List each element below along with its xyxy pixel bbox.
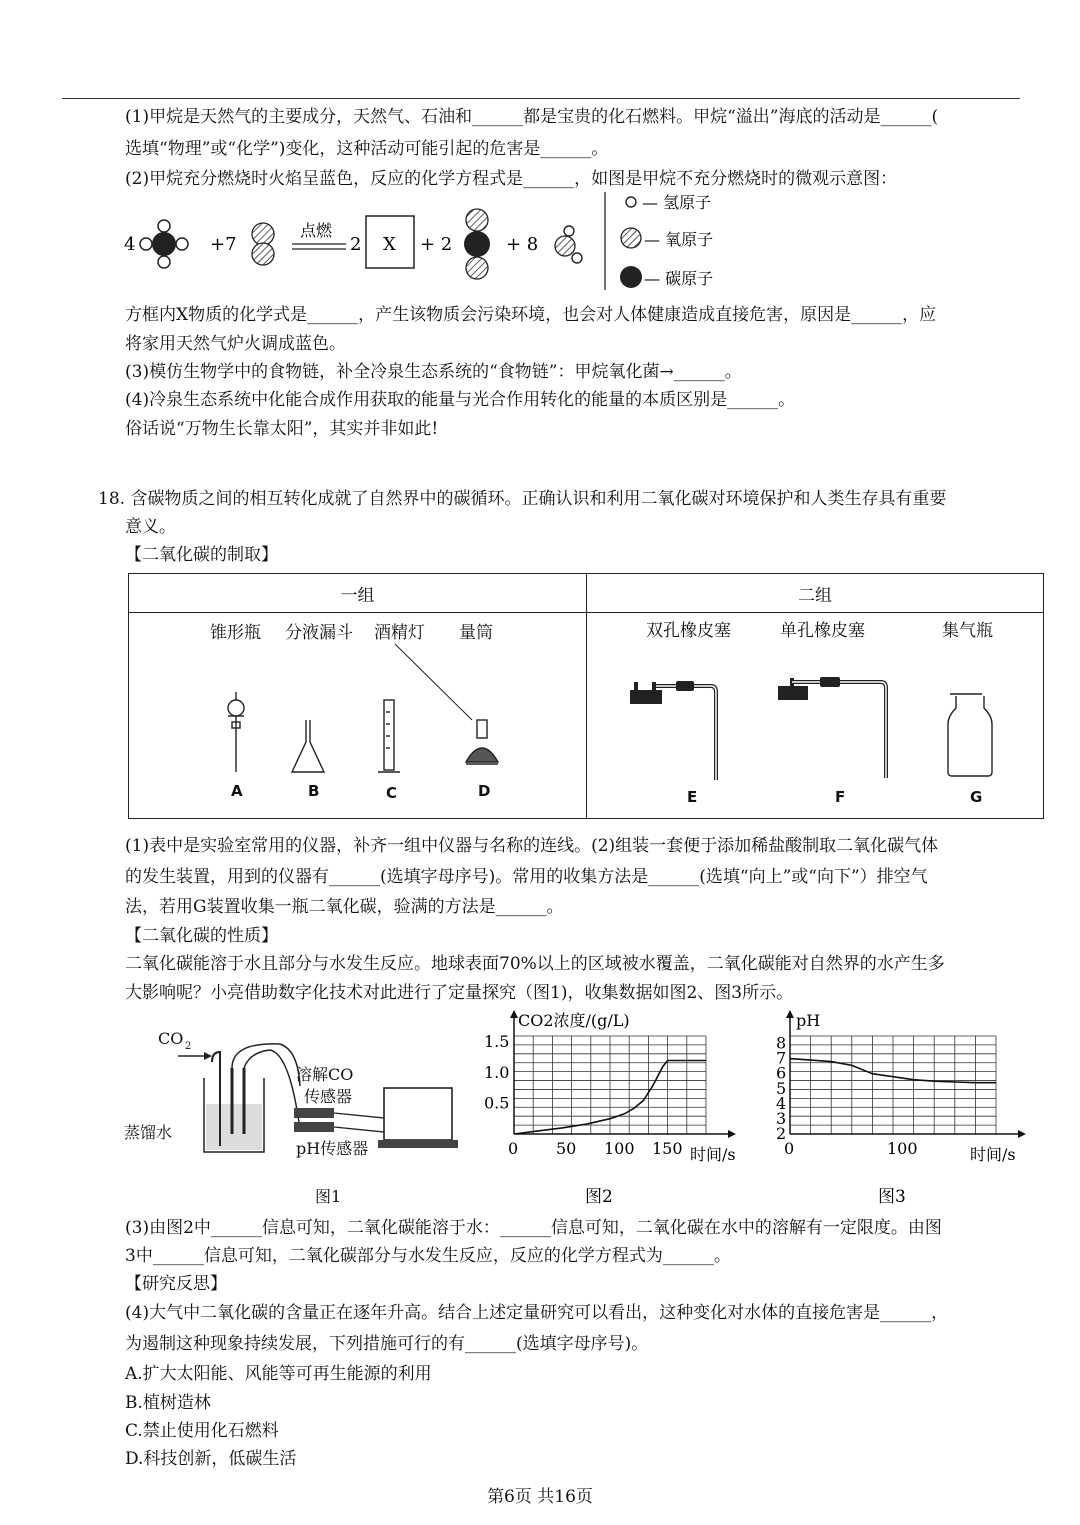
q18-intro-2: 意义。 [125, 517, 176, 537]
chart2-y-tick: 0.5 [484, 1093, 510, 1113]
alcohol-lamp-icon [466, 720, 498, 764]
letter-a: A [231, 782, 243, 800]
q17-line-2: 选填“物理”或“化学”)变化，这种活动可能引起的危害是______。 [125, 139, 609, 159]
name-flask: 锥形瓶 [210, 623, 261, 643]
chart2-ylabel: CO2浓度/(g/L) [518, 1011, 630, 1030]
letter-f: F [835, 788, 846, 806]
name-gas-jar: 集气瓶 [942, 621, 993, 641]
chart3-y-tick: 7 [776, 1048, 787, 1068]
chart2-x-arrow-icon [728, 1130, 736, 1138]
condition-label: 点燃 [300, 221, 333, 240]
chart3-y-tick: 2 [776, 1124, 787, 1143]
chart3-x-tick: 0 [784, 1139, 795, 1158]
oxygen-molecule [252, 223, 274, 265]
name-funnel: 分液漏斗 [285, 623, 353, 643]
chart2-x-tick: 150 [652, 1139, 683, 1158]
q18-text-4: 二氧化碳能溶于水且部分与水发生反应。地球表面70%以上的区域被水覆盖，二氧化碳能对自然界的水产生多 [125, 954, 945, 974]
co2-sub: 2 [185, 1041, 192, 1052]
q17-line-3: (2)甲烷充分燃烧时火焰呈蓝色，反应的化学方程式是______，如图是甲烷不充分燃烧时的微观示意图： [125, 169, 898, 189]
two-hole-stopper-icon [630, 681, 716, 780]
legend-h-icon [626, 197, 636, 207]
chart3-x-arrow-icon [1018, 1130, 1026, 1138]
chart3-y-tick: 5 [776, 1078, 787, 1098]
chart2-xlabel: 时间/s [690, 1145, 736, 1164]
chart2-x-tick: 100 [604, 1139, 635, 1158]
q18-intro-1: 18. 含碳物质之间的相互转化成就了自然界中的碳循环。正确认识和利用二氧化碳对环境保护和人类生存具有重要 [98, 489, 947, 509]
letter-g: G [970, 788, 983, 806]
section-reflection: 【研究反思】 [125, 1274, 227, 1294]
q18-text-8: (4)大气中二氧化碳的含量正在逐年升高。结合上述定量研究可以看出，这种变化对水体的直接危害是______， [125, 1303, 949, 1323]
q18-text-9: 为遏制这种现象持续发展，下列措施可行的有______(选填字母序号)。 [125, 1334, 649, 1354]
legend-h: — 氢原子 [642, 193, 712, 212]
name-lamp: 酒精灯 [374, 623, 425, 643]
one-hole-stopper-icon [778, 677, 886, 778]
q17-line-1: (1)甲烷是天然气的主要成分，天然气、石油和______都是宝贵的化石燃料。甲烷“溢出”海底的活动是______( [125, 107, 939, 127]
chart2-x-tick: 50 [556, 1139, 577, 1158]
coef-o2: +7 [210, 234, 237, 255]
figure-1-caption: 图1 [315, 1187, 342, 1206]
reaction-diagram [120, 188, 760, 298]
ph-sensor-label: pH传感器 [296, 1139, 369, 1158]
q18-text-5: 大影响呢？小亮借助数字化技术对此进行了定量探究（图1)，收集数据如图2、图3所示。 [125, 983, 794, 1003]
group2-header: 二组 [587, 574, 1044, 613]
q17-line-6: (3)模仿生物学中的食物链，补全冷泉生态系统的“食物链”：甲烷氧化菌→______。 [125, 362, 742, 382]
chart3-y-tick: 4 [776, 1093, 787, 1113]
graduated-cylinder-icon [378, 700, 400, 772]
page-footer: 第6页 共16页 [487, 1487, 593, 1507]
chart3-y-tick: 3 [776, 1108, 787, 1128]
q18-text-2: 的发生装置，用到的仪器有______(选填字母序号)。常用的收集方法是______(选填“向上”或“向下”）排空气 [125, 867, 928, 887]
chart3-ylabel: pH [796, 1011, 821, 1030]
letter-e: E [687, 788, 698, 806]
co2-molecule [464, 209, 490, 279]
group1-header: 一组 [129, 574, 587, 613]
chart2-y-tick: 1.5 [484, 1032, 510, 1052]
legend-o: — 氧原子 [644, 230, 714, 249]
legend-c: — 碳原子 [644, 269, 714, 288]
section-preparation: 【二氧化碳的制取】 [125, 545, 278, 565]
q17-line-4: 方框内X物质的化学式是______，产生该物质会污染环境，也会对人体健康造成直接危害，原因是______，应 [125, 305, 937, 325]
coef-h2o: + 8 [506, 234, 539, 255]
letter-b: B [308, 782, 320, 800]
x-label: X [383, 234, 396, 255]
letter-c: C [386, 784, 398, 802]
legend-o-icon [621, 228, 641, 248]
connector-line [395, 644, 472, 720]
coef-co2: + 2 [420, 234, 453, 255]
section-properties: 【二氧化碳的性质】 [125, 926, 278, 946]
chart3-xlabel: 时间/s [970, 1145, 1016, 1164]
q18-text-3: 法，若用G装置收集一瓶二氧化碳，验满的方法是______。 [125, 897, 564, 917]
apparatus-drawings [128, 612, 1044, 818]
co2-sensor-label-2: 传感器 [304, 1087, 353, 1106]
chart2-x-tick: 0 [508, 1139, 519, 1158]
figure-1 [120, 1022, 470, 1212]
chart3-y-arrow-icon [786, 1010, 794, 1018]
chart2-caption: 图2 [585, 1187, 613, 1206]
name-two-hole-stopper: 双孔橡皮塞 [646, 621, 731, 641]
coef-x: 2 [350, 234, 362, 255]
q18-text-6: (3)由图2中______信息可知，二氧化碳能溶于水：______信息可知，二氧化碳在水中的溶解有一定限度。由图 [125, 1218, 942, 1238]
option-b: B.植树造林 [125, 1393, 211, 1413]
q18-text-7: 3中______信息可知，二氧化碳部分与水发生反应，反应的化学方程式为______。 [125, 1246, 731, 1266]
q17-line-5: 将家用天然气炉火调成蓝色。 [125, 334, 346, 354]
option-d: D.科技创新，低碳生活 [125, 1449, 297, 1469]
water-molecule [555, 226, 582, 263]
q17-line-8: 俗话说“万物生长靠太阳”，其实并非如此! [125, 419, 439, 439]
option-c: C.禁止使用化石燃料 [125, 1421, 279, 1441]
chart-co2-concentration [480, 1006, 760, 1206]
chart3-x-tick: 100 [887, 1139, 918, 1158]
letter-d: D [478, 782, 491, 800]
chart3-y-tick: 6 [776, 1063, 787, 1083]
ph-sensor [294, 1122, 334, 1132]
chart2-y-tick: 1.0 [484, 1062, 510, 1082]
q17-line-7: (4)冷泉生态系统中化能合成作用获取的能量与光合作用转化的能量的本质区别是______。 [125, 390, 796, 410]
methane-molecule [140, 220, 188, 268]
arrow-icon [204, 1052, 212, 1060]
co2-sensor [294, 1108, 334, 1118]
name-one-hole-stopper: 单孔橡皮塞 [780, 621, 865, 641]
coef-ch4: 4 [124, 234, 136, 255]
computer-icon [384, 1088, 452, 1140]
top-rule [62, 98, 1020, 99]
separatory-funnel-icon [228, 692, 244, 772]
name-cylinder: 量筒 [459, 623, 493, 643]
chart2-y-arrow-icon [510, 1010, 518, 1018]
co2-label: CO [158, 1029, 184, 1048]
water-label: 蒸馏水 [124, 1123, 173, 1142]
chart3-y-tick: 8 [776, 1033, 787, 1053]
q18-text-1: (1)表中是实验室常用的仪器，补齐一组中仪器与名称的连线。(2)组装一套便于添加稀盐酸制取二氧化碳气体 [125, 836, 939, 856]
chart-ph [770, 1006, 1050, 1206]
gas-jar-icon [948, 694, 992, 776]
option-a: A.扩大太阳能、风能等可再生能源的利用 [125, 1364, 432, 1384]
conical-flask-icon [292, 720, 324, 772]
co2-sensor-label: 溶解CO [296, 1065, 354, 1084]
legend-c-icon [620, 266, 642, 288]
chart3-caption: 图3 [878, 1187, 906, 1206]
